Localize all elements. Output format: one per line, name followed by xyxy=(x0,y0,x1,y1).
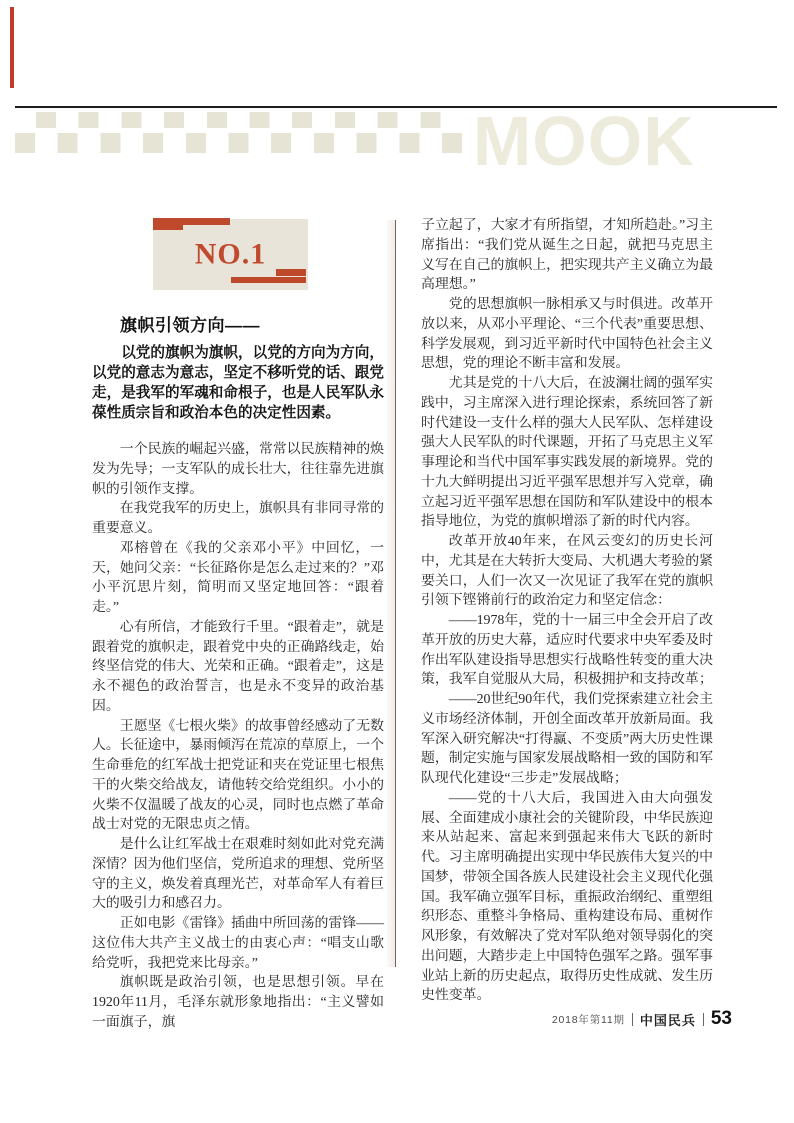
footer-divider xyxy=(632,1013,633,1026)
column-gutter-shadow xyxy=(387,220,396,967)
issue-number-badge xyxy=(153,219,308,290)
paragraph: 一个民族的崛起兴盛，常常以民族精神的焕发为先导；一支军队的成长壮大，往往靠先进旗帜的引领作支撑。 xyxy=(92,442,384,497)
paragraph: 是什么让红军战士在艰难时刻如此对党充满深情？因为他们坚信，党所追求的理想、党所坚守的主义，焕发着真理光芒，对革命军人有着巨大的吸引力和感召力。 xyxy=(92,837,384,912)
paragraph: 党的思想旗帜一脉相承又与时俱进。改革开放以来，从邓小平理论、“三个代表”重要思想、科学发展观，到习近平新时代中国特色社会主义思想，党的理论不断丰富和发展。 xyxy=(421,297,713,372)
paragraph: 改革开放40年来，在风云变幻的历史长河中，尤其是在大转折大变局、大机遇大考验的紧要关口，人们一次又一次见证了我军在党的旗帜引领下铿锵前行的政治定力和坚定信念： xyxy=(421,534,713,609)
left-column xyxy=(92,316,384,1033)
badge-accent-top-bar xyxy=(183,218,230,225)
left-column-body xyxy=(92,440,384,1033)
paragraph: ——1978年，党的十一届三中全会开启了改革开放的历史大幕，适应时代要求中央军委及时作出军队建设指导思想实行战略性转变的重大决策，我军自觉服从大局，积极拥护和支持改革； xyxy=(421,613,713,688)
page-footer xyxy=(552,1007,732,1031)
paragraph: ——党的十八大后，我国进入由大向强发展、全面建成小康社会的关键阶段，中华民族迎来从站起来、富起来到强起来伟大飞跃的新时代。习主席明确提出实现中华民族伟大复兴的中国梦，带领全国各族人民建设社会主义现代化强国。我军确立强军目标，重振政治纲纪、重塑组织形态、重整斗争格局、重构建设布局、重树作风形象，有效解决了党对军队绝对领导弱化的突出问题，大踏步走上中国特色强军之路。强军事业站上新的历史起点，取得历史性成就、发生历史性变革。 xyxy=(421,790,713,1004)
checker-pattern-top-row xyxy=(15,112,462,128)
badge-accent-top-left xyxy=(153,218,183,230)
article-lead-paragraph: 以党的旗帜为旗帜，以党的方向为方向，以党的意志为意志，坚定不移听党的话、跟党走，是我军的军魂和命根子，也是人民军队永葆性质宗旨和政治本色的决定性因素。 xyxy=(92,345,384,421)
masthead-text: MOOK xyxy=(473,102,695,180)
paragraph: 王愿坚《七根火柴》的故事曾经感动了无数人。长征途中，暴雨倾泻在荒凉的草原上，一个生命垂危的红军战士把党证和夹在党证里七根焦干的火柴交给战友，请他转交给党组织。小小的火柴不仅温暖了战友的心灵，同时也点燃了革命战士对党的无限忠贞之情。 xyxy=(92,718,384,833)
issue-badge-label: NO.1 xyxy=(194,236,267,270)
page-number: 53 xyxy=(710,1008,732,1029)
paragraph: 在我党我军的历史上，旗帜具有非同寻常的重要意义。 xyxy=(92,501,384,536)
corner-accent-bar xyxy=(10,7,14,88)
paragraph: 尤其是党的十八大后，在波澜壮阔的强军实践中，习主席深入进行理论探索，系统回答了新时代建设一支什么样的强大人民军队、怎样建设强大人民军队的时代课题，开拓了马克思主义军事理论和当代中国军事实践发展的新境界。党的十九大鲜明提出习近平强军思想并写入党章，确立起习近平强军思想在国防和军队建设中的根本指导地位，为党的旗帜增添了新的时代内容。 xyxy=(421,376,713,530)
footer-issue-text: 2018年第11期 xyxy=(551,1013,625,1026)
paragraph: 旗帜既是政治引领，也是思想引领。早在1920年11月，毛泽东就形象地指出：“主义譬如一面旗子，旗 xyxy=(92,975,384,1030)
right-column xyxy=(421,216,713,1006)
paragraph: 邓榕曾在《我的父亲邓小平》中回忆，一天，她问父亲：“长征路你是怎么走过来的？”邓小平沉思片刻，简明而又坚定地回答：“跟着走。” xyxy=(92,540,384,615)
footer-divider xyxy=(703,1013,704,1026)
badge-accent-bottom-bar xyxy=(231,277,306,283)
right-column-body xyxy=(421,216,713,1006)
paragraph: ——20世纪90年代，我们党探索建立社会主义市场经济体制，开创全面改革开放新局面。我军深入研究解决“打得赢、不变质”两大历史性课题，制定实施与国家发展战略相一致的国防和军队现代化建设“三步走”发展战略； xyxy=(421,692,713,786)
paragraph: 子立起了，大家才有所指望，才知所趋赴。”习主席指出：“我们党从诞生之日起，就把马克思主义写在自己的旗帜上，把实现共产主义确立为最高理想。” xyxy=(421,218,713,293)
footer-magazine-name: 中国民兵 xyxy=(639,1012,696,1028)
paragraph: 正如电影《雷锋》插曲中所回荡的雷锋——这位伟大共产主义战士的由衷心声：“唱支山歌给党听，我把党来比母亲。” xyxy=(92,916,384,971)
checker-pattern-bottom-row xyxy=(15,133,462,153)
article-heading: 旗帜引领方向—— xyxy=(120,316,260,335)
paragraph: 心有所信，才能致行千里。“跟着走”，就是跟着党的旗帜走，跟着党中央的正确路线走，始终坚信党的伟大、光荣和正确。“跟着走”，这是永不褪色的政治誓言，也是永不变异的政治基因。 xyxy=(92,619,384,714)
